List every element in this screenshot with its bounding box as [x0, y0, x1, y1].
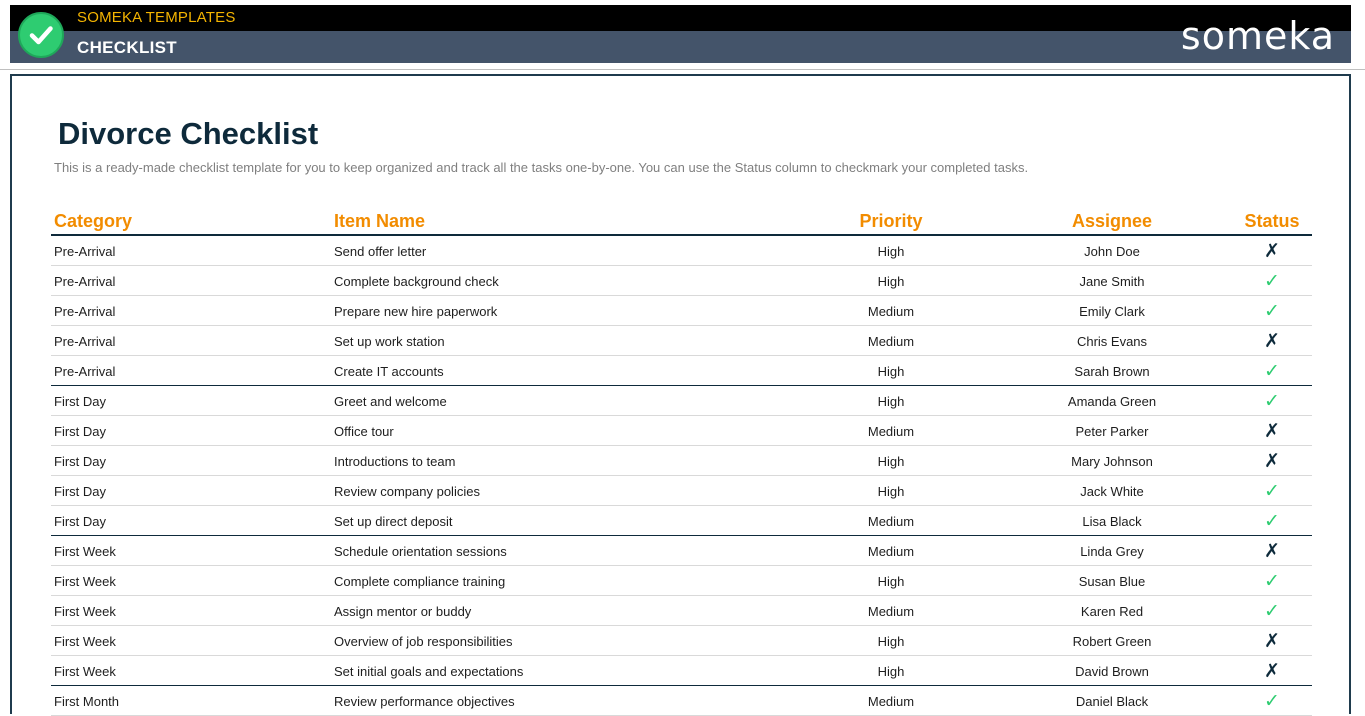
check-icon[interactable]: ✓ [1264, 601, 1280, 622]
table-row[interactable] [51, 446, 1312, 476]
cell-item-name[interactable]: Set up work station [334, 334, 445, 349]
cross-icon[interactable]: ✗ [1264, 241, 1280, 262]
table-body [51, 236, 1312, 716]
cell-assignee[interactable]: Robert Green [1072, 634, 1152, 649]
cell-item-name[interactable]: Set initial goals and expectations [334, 664, 524, 679]
cell-assignee[interactable]: Linda Grey [1080, 544, 1144, 559]
cell-item-name[interactable]: Review performance objectives [334, 694, 515, 709]
cell-assignee[interactable]: John Doe [1084, 244, 1140, 259]
cell-category[interactable]: Pre-Arrival [54, 274, 116, 289]
cell-category[interactable]: First Week [54, 604, 116, 619]
table-row[interactable] [51, 506, 1312, 536]
cell-priority[interactable]: Medium [867, 304, 915, 319]
column-header-priority: Priority [859, 211, 923, 231]
cell-item-name[interactable]: Greet and welcome [334, 394, 447, 409]
cross-icon[interactable]: ✗ [1264, 661, 1280, 682]
app-header [0, 0, 1365, 66]
cell-item-name[interactable]: Assign mentor or buddy [334, 604, 472, 619]
cell-item-name[interactable]: Create IT accounts [334, 364, 444, 379]
cell-priority[interactable]: High [877, 274, 905, 289]
table-row[interactable] [51, 536, 1312, 566]
check-icon[interactable]: ✓ [1264, 391, 1280, 412]
cell-priority[interactable]: Medium [867, 424, 915, 439]
cell-assignee[interactable]: Chris Evans [1076, 334, 1148, 349]
cell-item-name[interactable]: Review company policies [334, 484, 480, 499]
table-row[interactable] [51, 596, 1312, 626]
cell-item-name[interactable]: Complete compliance training [334, 574, 506, 589]
cell-category[interactable]: First Day [54, 454, 106, 469]
cell-assignee[interactable]: David Brown [1075, 664, 1149, 679]
check-icon[interactable]: ✓ [1264, 361, 1280, 382]
cell-category[interactable]: Pre-Arrival [54, 364, 116, 379]
table-header-row [51, 207, 1312, 236]
table-row[interactable] [51, 686, 1312, 716]
check-icon[interactable]: ✓ [1264, 301, 1280, 322]
cell-category[interactable]: First Day [54, 424, 106, 439]
cell-assignee[interactable]: Karen Red [1080, 604, 1144, 619]
cell-item-name[interactable]: Set up direct deposit [334, 514, 453, 529]
cell-category[interactable]: First Day [54, 514, 106, 529]
cell-priority[interactable]: Medium [867, 334, 915, 349]
table-row[interactable] [51, 656, 1312, 686]
cell-item-name[interactable]: Schedule orientation sessions [334, 544, 507, 559]
cell-priority[interactable]: Medium [867, 544, 915, 559]
cell-item-name[interactable]: Send offer letter [334, 244, 427, 259]
cell-assignee[interactable]: Susan Blue [1078, 574, 1146, 589]
cell-assignee[interactable]: Peter Parker [1075, 424, 1149, 439]
cell-category[interactable]: Pre-Arrival [54, 304, 116, 319]
cell-assignee[interactable]: Emily Clark [1079, 304, 1145, 319]
column-header-status: Status [1244, 211, 1300, 231]
cell-priority[interactable]: Medium [867, 514, 915, 529]
check-icon[interactable]: ✓ [1264, 691, 1280, 712]
cell-priority[interactable]: High [877, 394, 905, 409]
check-icon[interactable]: ✓ [1264, 481, 1280, 502]
cell-assignee[interactable]: Jane Smith [1079, 274, 1145, 289]
page-description: This is a ready-made checklist template for you to keep organized and track all the tasks one-by-one. You can use the Status column to checkmark your completed tasks. [54, 160, 1029, 175]
column-header-assignee: Assignee [1071, 211, 1153, 231]
header-band-bottom [10, 31, 1351, 63]
table-row[interactable] [51, 386, 1312, 416]
checkmark-circle-icon [18, 12, 64, 58]
divider [0, 69, 1365, 70]
column-header-category: Category [54, 211, 133, 231]
table-row[interactable] [51, 236, 1312, 266]
cell-category[interactable]: First Day [54, 484, 106, 499]
check-icon[interactable]: ✓ [1264, 271, 1280, 292]
table-row[interactable] [51, 356, 1312, 386]
check-icon[interactable]: ✓ [1264, 511, 1280, 532]
cell-item-name[interactable]: Office tour [334, 424, 394, 439]
table-row[interactable] [51, 296, 1312, 326]
cell-assignee[interactable]: Lisa Black [1082, 514, 1142, 529]
cell-category[interactable]: First Month [54, 694, 120, 709]
cell-item-name[interactable]: Prepare new hire paperwork [334, 304, 498, 319]
cell-priority[interactable]: Medium [867, 694, 915, 709]
cell-category[interactable]: Pre-Arrival [54, 334, 116, 349]
cell-assignee[interactable]: Jack White [1080, 484, 1144, 499]
cell-priority[interactable]: High [877, 574, 905, 589]
cross-icon[interactable]: ✗ [1264, 421, 1280, 442]
cell-category[interactable]: First Week [54, 574, 116, 589]
checklist-table [51, 207, 1312, 716]
cell-assignee[interactable]: Mary Johnson [1071, 454, 1153, 469]
someka-logo[interactable]: someka [1180, 14, 1335, 58]
table-row[interactable] [51, 626, 1312, 656]
cell-priority[interactable]: High [877, 244, 905, 259]
cross-icon[interactable]: ✗ [1264, 541, 1280, 562]
cell-priority[interactable]: Medium [867, 604, 915, 619]
cell-priority[interactable]: High [877, 484, 905, 499]
cell-assignee[interactable]: Amanda Green [1067, 394, 1157, 409]
cell-item-name[interactable]: Complete background check [334, 274, 499, 289]
cross-icon[interactable]: ✗ [1264, 331, 1280, 352]
cross-icon[interactable]: ✗ [1264, 451, 1280, 472]
cell-priority[interactable]: High [877, 364, 905, 379]
table-row[interactable] [51, 476, 1312, 506]
checklist-frame [10, 74, 1351, 714]
brand-label: SOMEKA TEMPLATES [77, 9, 236, 26]
cell-category[interactable]: Pre-Arrival [54, 244, 116, 259]
sheet-title: CHECKLIST [77, 38, 177, 57]
cell-assignee[interactable]: Daniel Black [1075, 694, 1149, 709]
cell-item-name[interactable]: Introductions to team [334, 454, 456, 469]
cell-assignee[interactable]: Sarah Brown [1074, 364, 1150, 379]
cell-category[interactable]: First Week [54, 544, 116, 559]
cell-priority[interactable]: High [877, 664, 905, 679]
page-title: Divorce Checklist [58, 116, 319, 151]
table-row[interactable] [51, 266, 1312, 296]
table-row[interactable] [51, 566, 1312, 596]
cell-category[interactable]: First Week [54, 664, 116, 679]
column-header-item-name: Item Name [334, 211, 426, 231]
cell-priority[interactable]: High [877, 634, 905, 649]
cell-category[interactable]: First Day [54, 394, 106, 409]
table-row[interactable] [51, 416, 1312, 446]
cross-icon[interactable]: ✗ [1264, 631, 1280, 652]
check-icon[interactable]: ✓ [1264, 571, 1280, 592]
cell-item-name[interactable]: Overview of job responsibilities [334, 634, 513, 649]
table-row[interactable] [51, 326, 1312, 356]
cell-priority[interactable]: High [877, 454, 905, 469]
cell-category[interactable]: First Week [54, 634, 116, 649]
